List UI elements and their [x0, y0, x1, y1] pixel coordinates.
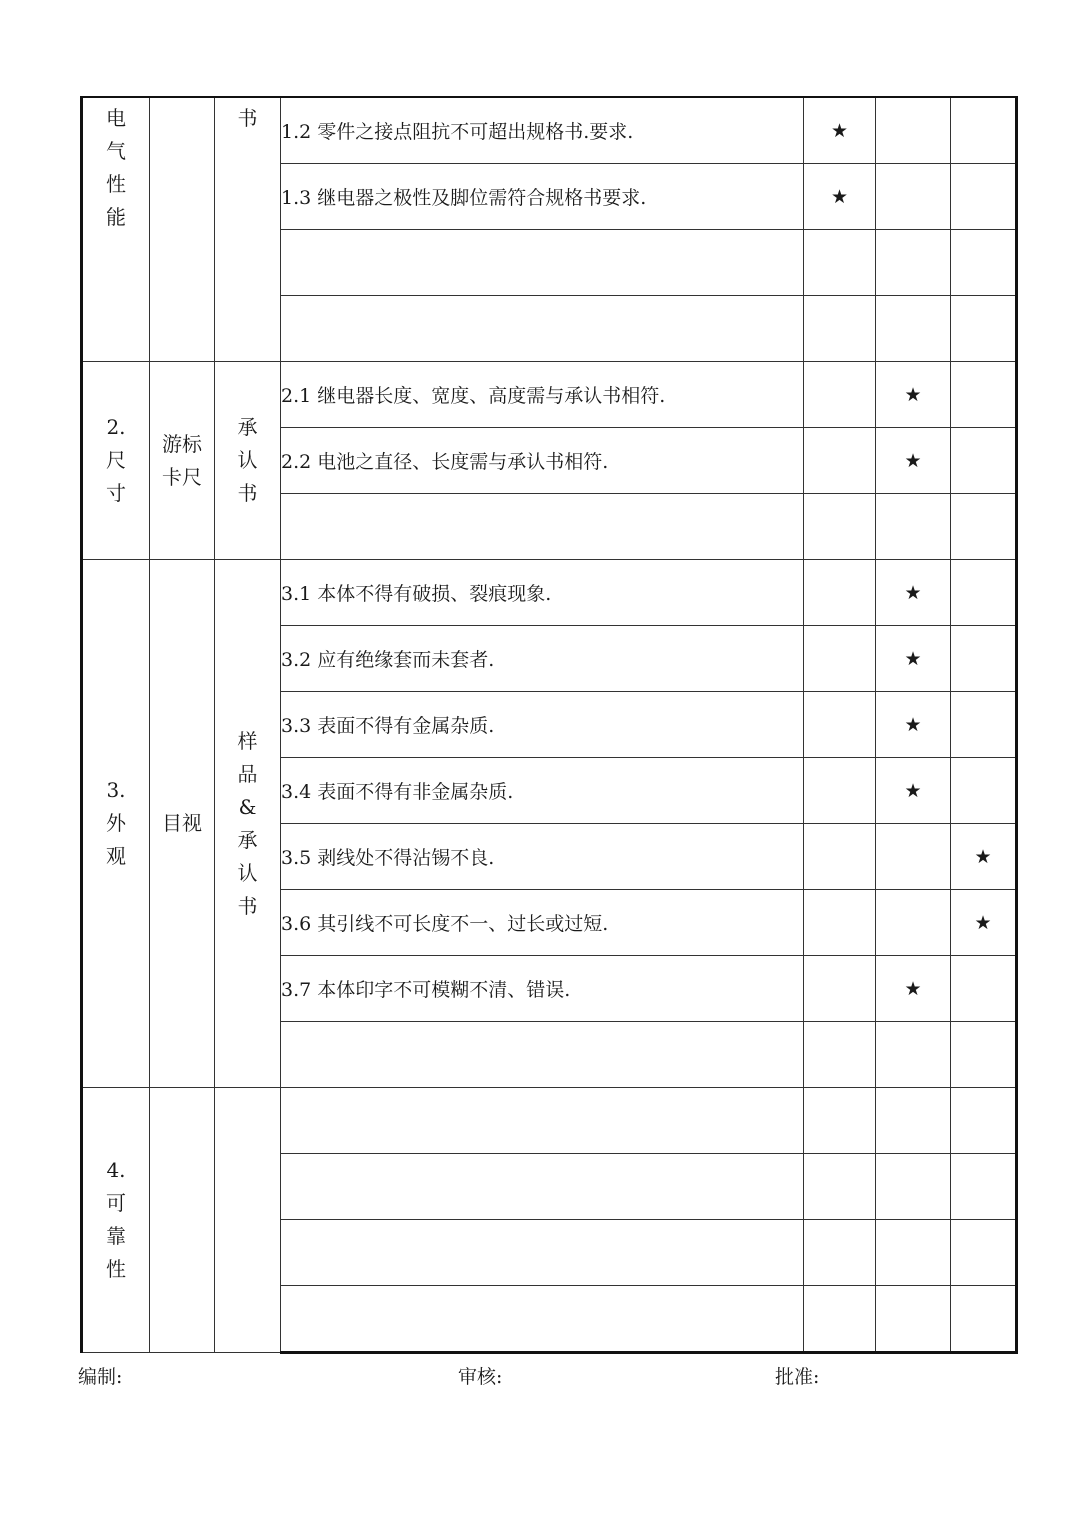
basis-cell: [215, 560, 281, 1088]
basis-text: [238, 102, 258, 135]
basis-char: 书: [237, 106, 258, 130]
severity-mark-1: [804, 362, 876, 428]
severity-mark-1: [804, 758, 876, 824]
item-char: 靠: [106, 1224, 126, 1248]
severity-mark-3: [951, 758, 1017, 824]
basis-cell: [215, 1088, 281, 1353]
requirement-text: [281, 230, 804, 296]
basis-cell: [215, 97, 281, 362]
requirement-text: 3.1 本体不得有破损、裂痕现象.: [281, 560, 804, 626]
inspection-table: [80, 96, 1018, 1354]
severity-mark-2: ★: [876, 560, 951, 626]
severity-mark-2: [876, 296, 951, 362]
severity-mark-1: [804, 1220, 876, 1286]
tool-char: 游标: [162, 431, 202, 456]
prepared-by-label: 编制:: [78, 1366, 123, 1388]
severity-mark-3: [951, 1088, 1017, 1154]
severity-mark-2: ★: [876, 956, 951, 1022]
severity-mark-1: [804, 890, 876, 956]
requirement-text: 3.5 剥线处不得沾锡不良.: [281, 824, 804, 890]
severity-mark-2: [876, 97, 951, 164]
requirement-text: [281, 1154, 804, 1220]
requirement-text: 2.2 电池之直径、长度需与承认书相符.: [281, 428, 804, 494]
item-text: [106, 1154, 126, 1286]
severity-mark-1: [804, 956, 876, 1022]
tool-text: [162, 428, 202, 494]
severity-mark-3: ★: [951, 890, 1017, 956]
basis-char: 书: [237, 481, 258, 505]
item-char: 气: [106, 139, 126, 163]
severity-mark-3: [951, 1220, 1017, 1286]
requirement-text: 3.6 其引线不可长度不一、过长或过短.: [281, 890, 804, 956]
severity-mark-1: [804, 296, 876, 362]
approved-by-label: 批准:: [775, 1366, 820, 1388]
severity-mark-2: [876, 890, 951, 956]
severity-mark-1: [804, 494, 876, 560]
severity-mark-3: [951, 626, 1017, 692]
item-char: 性: [106, 1257, 126, 1281]
item-cell: [82, 1088, 150, 1353]
severity-mark-3: [951, 230, 1017, 296]
item-char: 3.: [106, 778, 126, 802]
severity-mark-3: [951, 494, 1017, 560]
item-char: 性: [106, 172, 126, 196]
severity-mark-1: [804, 230, 876, 296]
item-cell: [82, 560, 150, 1088]
severity-mark-2: ★: [876, 758, 951, 824]
item-text: [106, 102, 126, 234]
severity-mark-1: ★: [804, 164, 876, 230]
item-char: 寸: [106, 481, 126, 505]
severity-mark-3: [951, 428, 1017, 494]
basis-char: &: [238, 794, 257, 819]
severity-mark-1: [804, 824, 876, 890]
severity-mark-3: [951, 164, 1017, 230]
severity-mark-2: ★: [876, 626, 951, 692]
severity-mark-2: ★: [876, 692, 951, 758]
severity-mark-1: [804, 1088, 876, 1154]
severity-mark-1: ★: [804, 97, 876, 164]
severity-mark-2: ★: [876, 362, 951, 428]
severity-mark-3: [951, 1154, 1017, 1220]
item-char: 2.: [106, 415, 126, 439]
requirement-text: [281, 296, 804, 362]
basis-char: 认: [237, 448, 258, 472]
severity-mark-3: [951, 362, 1017, 428]
requirement-text: [281, 494, 804, 560]
tool-char: 目视: [162, 811, 202, 835]
basis-cell: [215, 362, 281, 560]
tool-cell: [150, 97, 215, 362]
severity-mark-1: [804, 1154, 876, 1220]
item-cell: [82, 97, 150, 362]
basis-text: [238, 411, 258, 510]
requirement-text: 3.2 应有绝缘套而未套者.: [281, 626, 804, 692]
severity-mark-3: [951, 956, 1017, 1022]
severity-mark-1: [804, 1022, 876, 1088]
table-row: [82, 560, 1017, 626]
requirement-text: 2.1 继电器长度、宽度、高度需与承认书相符.: [281, 362, 804, 428]
requirement-text: 3.4 表面不得有非金属杂质.: [281, 758, 804, 824]
requirement-text: [281, 1286, 804, 1353]
requirement-text: 3.3 表面不得有金属杂质.: [281, 692, 804, 758]
severity-mark-1: [804, 560, 876, 626]
item-char: 4.: [106, 1158, 126, 1182]
severity-mark-2: [876, 824, 951, 890]
severity-mark-1: [804, 692, 876, 758]
basis-char: 书: [237, 893, 258, 918]
requirement-text: [281, 1088, 804, 1154]
item-text: [106, 774, 126, 873]
table-row: [82, 362, 1017, 428]
requirement-text: 3.7 本体印字不可模糊不清、错误.: [281, 956, 804, 1022]
basis-char: 样: [237, 728, 258, 753]
severity-mark-2: [876, 1286, 951, 1353]
requirement-text: 1.3 继电器之极性及脚位需符合规格书要求.: [281, 164, 804, 230]
severity-mark-2: [876, 1022, 951, 1088]
basis-char: 承: [237, 415, 258, 439]
requirement-text: 1.2 零件之接点阻抗不可超出规格书.要求.: [281, 97, 804, 164]
severity-mark-2: [876, 1154, 951, 1220]
item-cell: [82, 362, 150, 560]
tool-text: [162, 807, 202, 840]
basis-char: 承: [237, 827, 258, 852]
item-char: 可: [106, 1191, 126, 1215]
item-char: 能: [106, 205, 126, 229]
severity-mark-3: [951, 1286, 1017, 1353]
severity-mark-3: [951, 692, 1017, 758]
item-text: [106, 411, 126, 510]
severity-mark-2: ★: [876, 428, 951, 494]
severity-mark-2: [876, 1220, 951, 1286]
severity-mark-1: [804, 1286, 876, 1353]
severity-mark-2: [876, 164, 951, 230]
severity-mark-3: [951, 560, 1017, 626]
item-char: 尺: [106, 448, 126, 472]
severity-mark-2: [876, 1088, 951, 1154]
severity-mark-2: [876, 494, 951, 560]
tool-cell: [150, 560, 215, 1088]
basis-char: 品: [237, 761, 258, 786]
severity-mark-1: [804, 626, 876, 692]
severity-mark-3: [951, 296, 1017, 362]
table-row: [82, 97, 1017, 164]
item-char: 观: [106, 844, 126, 868]
severity-mark-2: [876, 230, 951, 296]
tool-char: 卡尺: [162, 464, 202, 489]
severity-mark-3: [951, 1022, 1017, 1088]
requirement-text: [281, 1220, 804, 1286]
severity-mark-3: ★: [951, 824, 1017, 890]
item-char: 电: [106, 106, 126, 130]
requirement-text: [281, 1022, 804, 1088]
tool-cell: [150, 362, 215, 560]
item-char: 外: [106, 811, 126, 835]
table-row: [82, 1088, 1017, 1154]
basis-char: 认: [237, 860, 258, 885]
reviewed-by-label: 审核:: [458, 1366, 503, 1388]
tool-cell: [150, 1088, 215, 1353]
severity-mark-3: [951, 97, 1017, 164]
severity-mark-1: [804, 428, 876, 494]
basis-text: [238, 725, 258, 923]
